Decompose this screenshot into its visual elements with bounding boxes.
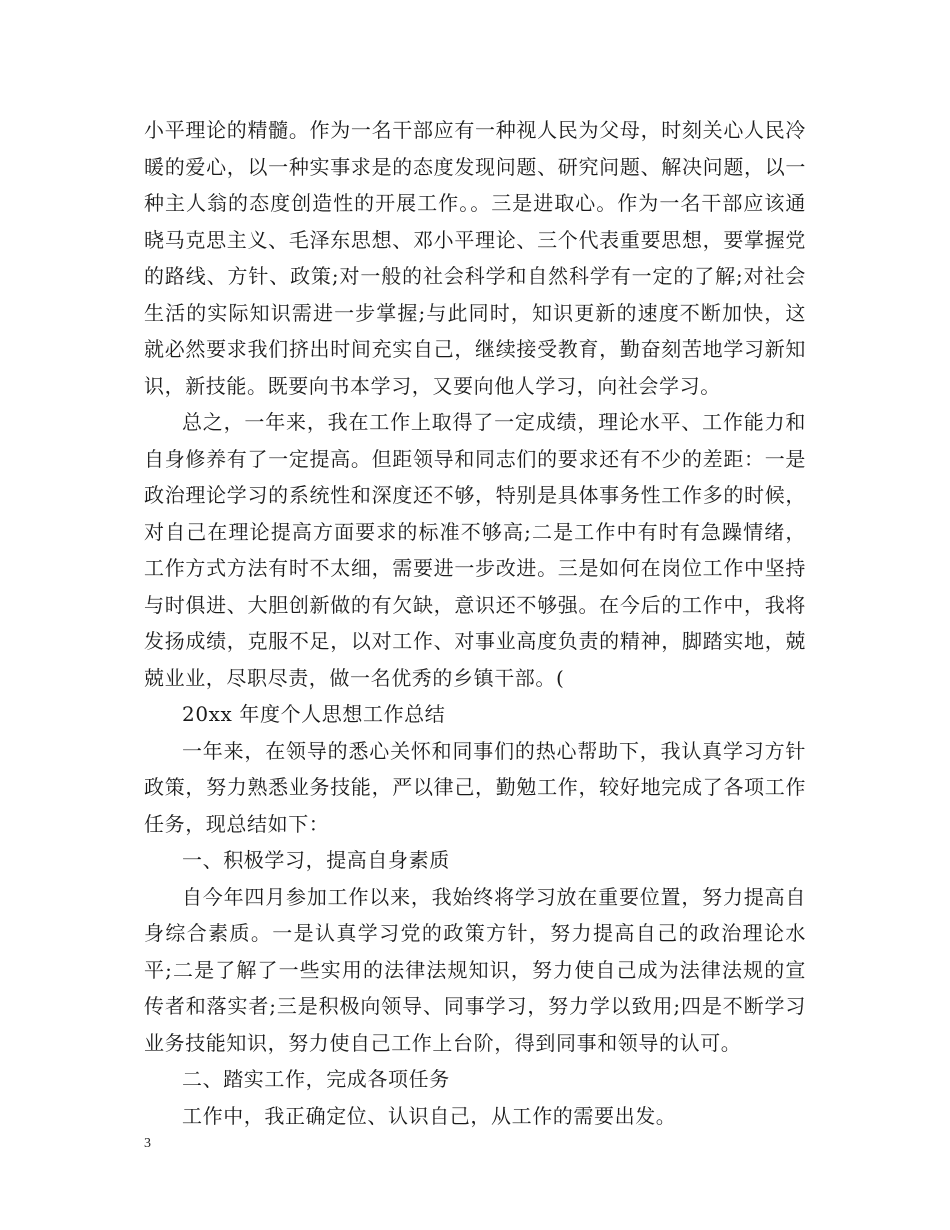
heading-study: 一、积极学习，提高自身素质 <box>182 848 450 872</box>
paragraph-continuation: 小平理论的精髓。作为一名干部应有一种视人民为父母，时刻关心人民冷暖的爱心，以一种实事求是的态度发现问题、研究问题、解决问题，以一种主人翁的态度创造性的开展工作。。三是进取心。作为一名干部应该通晓马克思主义、毛泽东思想、邓小平理论、三个代表重要思想，要掌握党的路线、方针、政策;对一般的社会科学和自然科学有一定的了解;对社会生活的实际知识需进一步掌握;与此同时，知识更新的速度不断加快，这就必然要求我们挤出时间充实自己，继续接受教育，勤奋刻苦地学习新知识，新技能。既要向书本学习，又要向他人学习，向社会学习。 <box>144 118 806 398</box>
paragraph-intro: 一年来，在领导的悉心关怀和同事们的热心帮助下，我认真学习方针政策，努力熟悉业务技能，严以律己，勤勉工作，较好地完成了各项工作任务，现总结如下： <box>144 738 806 836</box>
page-number: 3 <box>144 1136 151 1151</box>
paragraph-study: 自今年四月参加工作以来，我始终将学习放在重要位置，努力提高自身综合素质。一是认真学习党的政策方针，努力提高自己的政治理论水平;二是了解了一些实用的法律法规知识，努力使自己成为法律法规的宣传者和落实者;三是积极向领导、同事学习，努力学以致用;四是不断学习业务技能知识，努力使自己工作上台阶，得到同事和领导的认可。 <box>144 884 806 1055</box>
heading-work: 二、踏实工作，完成各项任务 <box>182 1067 450 1091</box>
section-title: 20xx 年度个人思想工作总结 <box>182 702 446 726</box>
document-body <box>144 112 806 1134</box>
paragraph-summary: 总之，一年来，我在工作上取得了一定成绩，理论水平、工作能力和自身修养有了一定提高。但距领导和同志们的要求还有不少的差距：一是政治理论学习的系统性和深度还不够，特别是具体事务性工作多的时候，对自己在理论提高方面要求的标准不够高;二是工作中有时有急躁情绪，工作方式方法有时不太细，需要进一步改进。三是如何在岗位工作中坚持与时俱进、大胆创新做的有欠缺，意识还不够强。在今后的工作中，我将发扬成绩，克服不足，以对工作、对事业高度负责的精神，脚踏实地，兢兢业业，尽职尽责，做一名优秀的乡镇干部。( <box>144 410 806 690</box>
paragraph-work: 工作中，我正确定位、认识自己，从工作的需要出发。 <box>182 1103 677 1128</box>
